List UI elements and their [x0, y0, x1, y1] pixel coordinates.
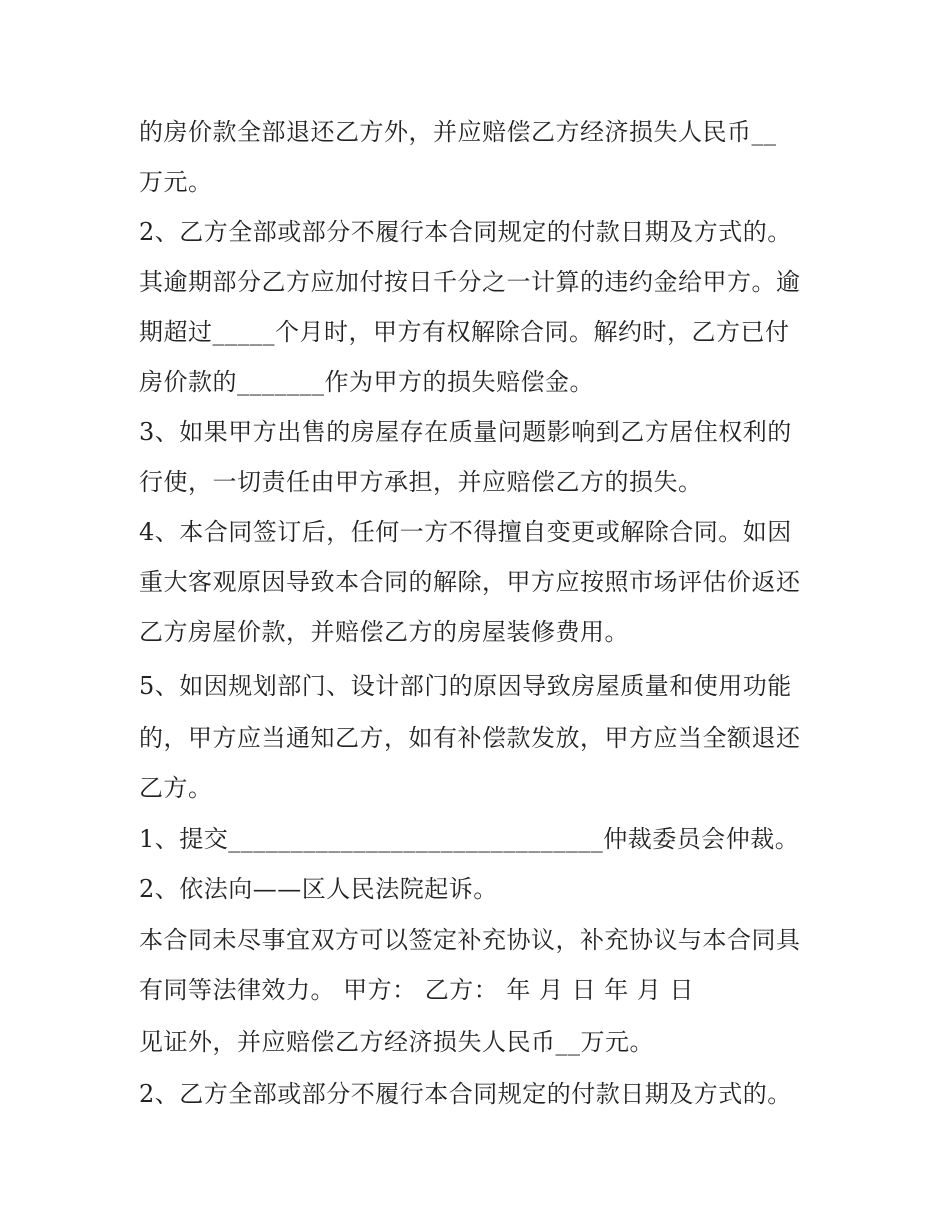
text-line-8: 行使，一切责任由甲方承担，并应赔偿乙方的损失。	[139, 468, 703, 496]
text-line-10: 重大客观原因导致本合同的解除，甲方应按照市场评估价返还	[139, 568, 801, 596]
text-line-5: 期超过_____个月时，甲方有权解除合同。解约时，乙方已付	[139, 318, 790, 346]
text-line-12: 5、如因规划部门、设计部门的原因导致房屋质量和使用功能	[139, 672, 792, 700]
text-line-17: 本合同未尽事宜双方可以签定补充协议，补充协议与本合同具	[139, 926, 801, 954]
text-line-9: 4、本合同签订后，任何一方不得擅自变更或解除合同。如因	[139, 518, 792, 546]
text-line-7: 3、如果甲方出售的房屋存在质量问题影响到乙方居住权利的	[139, 418, 792, 446]
text-line-16: 2、依法向——区人民法院起诉。	[139, 875, 498, 903]
text-line-14: 乙方。	[139, 774, 213, 802]
text-line-3: 2、乙方全部或部分不履行本合同规定的付款日期及方式的。	[139, 218, 792, 246]
text-line-18: 有同等法律效力。 甲方： 乙方： 年 月 日 年 月 日	[139, 976, 695, 1004]
text-line-15: 1、提交______________________________仲裁委员会仲裁。	[139, 825, 800, 853]
text-line-6: 房价款的_______作为甲方的损失赔偿金。	[139, 368, 594, 396]
text-line-1: 的房价款全部退还乙方外，并应赔偿乙方经济损失人民币__	[139, 118, 777, 146]
text-line-13: 的，甲方应当通知乙方，如有补偿款发放，甲方应当全额退还	[139, 724, 801, 752]
text-line-20: 2、乙方全部或部分不履行本合同规定的付款日期及方式的。	[139, 1080, 792, 1108]
text-line-4: 其逾期部分乙方应加付按日千分之一计算的违约金给甲方。逾	[139, 268, 801, 296]
text-line-11: 乙方房屋价款，并赔偿乙方的房屋装修费用。	[139, 618, 629, 646]
text-line-19: 见证外，并应赔偿乙方经济损失人民币__万元。	[139, 1028, 654, 1056]
text-line-2: 万元。	[139, 168, 213, 196]
